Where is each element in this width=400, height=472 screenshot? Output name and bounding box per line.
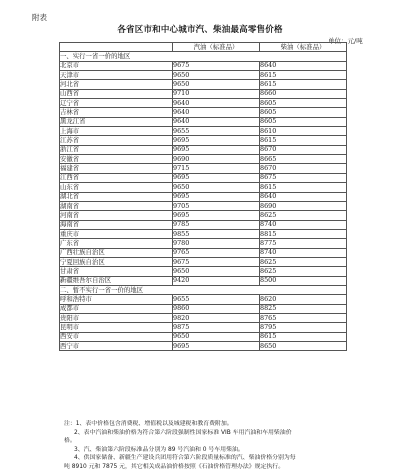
section-heading: 一、实行一省一价的地区	[60, 52, 347, 61]
diesel-price: 8615	[260, 71, 347, 80]
note-line: 注：1、表中价格包含消费税、增值税以及城建税和教育费附加。	[64, 421, 233, 427]
header-diesel: 柴油（标准品）	[260, 43, 347, 52]
region-name: 西安市	[60, 332, 173, 341]
region-name: 西宁市	[60, 342, 173, 351]
price-table	[59, 42, 347, 351]
gasoline-price: 9715	[173, 164, 260, 173]
diesel-price: 8640	[260, 61, 347, 70]
diesel-price: 8795	[260, 323, 347, 332]
gasoline-price: 9695	[173, 145, 260, 154]
region-name: 安徽省	[60, 155, 173, 164]
table-row	[60, 80, 347, 89]
table-row	[60, 61, 347, 70]
table-row	[60, 323, 347, 332]
table-row	[60, 239, 347, 248]
gasoline-price: 9705	[173, 201, 260, 210]
region-name: 新疆维吾尔自治区	[60, 276, 173, 285]
gasoline-price: 9695	[173, 211, 260, 220]
diesel-price: 8670	[260, 145, 347, 154]
gasoline-price: 9640	[173, 99, 260, 108]
region-name: 上海市	[60, 127, 173, 136]
gasoline-price: 9650	[173, 80, 260, 89]
gasoline-price: 9420	[173, 276, 260, 285]
region-name: 北京市	[60, 61, 173, 70]
diesel-price: 8740	[260, 248, 347, 257]
diesel-price: 8815	[260, 229, 347, 238]
diesel-price: 8740	[260, 220, 347, 229]
region-name: 河南省	[60, 211, 173, 220]
table-row	[60, 211, 347, 220]
diesel-price: 8775	[260, 239, 347, 248]
region-name: 昆明市	[60, 323, 173, 332]
region-name: 福建省	[60, 164, 173, 173]
header-gasoline: 汽油（标准品）	[173, 43, 260, 52]
region-name: 湖南省	[60, 201, 173, 210]
note-line: 吨 8910 元和 7875 元，其它相关成品油价格按照《石油价格管理办法》规定执行。	[64, 463, 285, 470]
table-row	[60, 99, 347, 108]
diesel-price: 8625	[260, 267, 347, 276]
gasoline-price: 9710	[173, 89, 260, 98]
gasoline-price: 9650	[173, 183, 260, 192]
table-row	[60, 89, 347, 98]
region-name: 辽宁省	[60, 99, 173, 108]
table-row	[60, 220, 347, 229]
table-row	[60, 173, 347, 182]
gasoline-price: 9695	[173, 173, 260, 182]
diesel-price: 8620	[260, 295, 347, 304]
gasoline-price: 9655	[173, 295, 260, 304]
table-row	[60, 248, 347, 257]
region-name: 湖北省	[60, 192, 173, 201]
region-name: 贵阳市	[60, 313, 173, 322]
region-name: 呼和浩特市	[60, 295, 173, 304]
gasoline-price: 9860	[173, 304, 260, 313]
table-row	[60, 136, 347, 145]
diesel-price: 8615	[260, 136, 347, 145]
diesel-price: 8615	[260, 80, 347, 89]
region-name: 吉林省	[60, 108, 173, 117]
gasoline-price: 9855	[173, 229, 260, 238]
diesel-price: 8640	[260, 192, 347, 201]
diesel-price: 8500	[260, 276, 347, 285]
gasoline-price: 9820	[173, 313, 260, 322]
table-row	[60, 257, 347, 266]
gasoline-price: 9650	[173, 332, 260, 341]
table-row	[60, 183, 347, 192]
region-name: 甘肃省	[60, 267, 173, 276]
gasoline-price: 9785	[173, 220, 260, 229]
diesel-price: 8610	[260, 127, 347, 136]
price-table-body	[60, 43, 347, 351]
diesel-price: 8650	[260, 342, 347, 351]
diesel-price: 8660	[260, 89, 347, 98]
region-name: 天津市	[60, 71, 173, 80]
region-name: 江苏省	[60, 136, 173, 145]
region-name: 黑龙江省	[60, 117, 173, 126]
diesel-price: 8670	[260, 164, 347, 173]
header-blank	[60, 43, 173, 52]
document-title: 各省区市和中心城市汽、柴油最高零售价格	[117, 25, 283, 35]
region-name: 重庆市	[60, 229, 173, 238]
diesel-price: 8690	[260, 201, 347, 210]
gasoline-price: 9650	[173, 267, 260, 276]
gasoline-price: 9650	[173, 71, 260, 80]
diesel-price: 8675	[260, 173, 347, 182]
gasoline-price: 9640	[173, 108, 260, 117]
region-name: 浙江省	[60, 145, 173, 154]
section-heading-row	[60, 52, 347, 61]
region-name: 山西省	[60, 89, 173, 98]
table-row	[60, 201, 347, 210]
region-name: 河北省	[60, 80, 173, 89]
region-name: 广东省	[60, 239, 173, 248]
table-row	[60, 117, 347, 126]
region-name: 宁夏回族自治区	[60, 257, 173, 266]
gasoline-price: 9675	[173, 257, 260, 266]
gasoline-price: 9640	[173, 117, 260, 126]
region-name: 江西省	[60, 173, 173, 182]
diesel-price: 8605	[260, 117, 347, 126]
diesel-price: 8625	[260, 257, 347, 266]
table-row	[60, 145, 347, 154]
table-row	[60, 127, 347, 136]
gasoline-price: 9675	[173, 61, 260, 70]
appendix-label: 附表	[32, 13, 47, 22]
header-row	[60, 43, 347, 52]
diesel-price: 8665	[260, 155, 347, 164]
table-row	[60, 71, 347, 80]
table-row	[60, 276, 347, 285]
table-row	[60, 108, 347, 117]
unit-label: 单位：元/吨	[328, 37, 363, 45]
region-name: 山东省	[60, 183, 173, 192]
table-row	[60, 267, 347, 276]
table-row	[60, 332, 347, 341]
table-row	[60, 295, 347, 304]
section-heading-row	[60, 285, 347, 294]
note-line: 3、汽、柴油第六阶段标准品分别为 89 号汽油和 0 号车用柴油。	[74, 446, 244, 453]
gasoline-price: 9695	[173, 136, 260, 145]
gasoline-price: 9695	[173, 342, 260, 351]
diesel-price: 8605	[260, 108, 347, 117]
note-line: 2、表中汽油和柴油价格为符合第六阶段强制性国家标准 VIB 车用汽油和车用柴油价	[74, 429, 292, 436]
diesel-price: 8615	[260, 183, 347, 192]
diesel-price: 8615	[260, 332, 347, 341]
table-row	[60, 192, 347, 201]
gasoline-price: 9875	[173, 323, 260, 332]
table-row	[60, 155, 347, 164]
gasoline-price: 9695	[173, 192, 260, 201]
region-name: 海南省	[60, 220, 173, 229]
region-name: 广西壮族自治区	[60, 248, 173, 257]
table-row	[60, 164, 347, 173]
table-row	[60, 342, 347, 351]
region-name: 成都市	[60, 304, 173, 313]
diesel-price: 8825	[260, 304, 347, 313]
table-row	[60, 304, 347, 313]
diesel-price: 8605	[260, 99, 347, 108]
note-line: 4、供国家储备、新疆生产建设兵团用符合第六阶段质量标准的汽、柴油价格分别为每	[74, 455, 296, 462]
note-line: 格。	[64, 438, 76, 445]
gasoline-price: 9765	[173, 248, 260, 257]
notes-section	[64, 420, 364, 472]
table-row	[60, 313, 347, 322]
diesel-price: 8625	[260, 211, 347, 220]
section-heading: 二、暂不实行一省一价的地区	[60, 285, 347, 294]
gasoline-price: 9690	[173, 155, 260, 164]
gasoline-price: 9655	[173, 127, 260, 136]
table-row	[60, 229, 347, 238]
gasoline-price: 9780	[173, 239, 260, 248]
diesel-price: 8765	[260, 313, 347, 322]
